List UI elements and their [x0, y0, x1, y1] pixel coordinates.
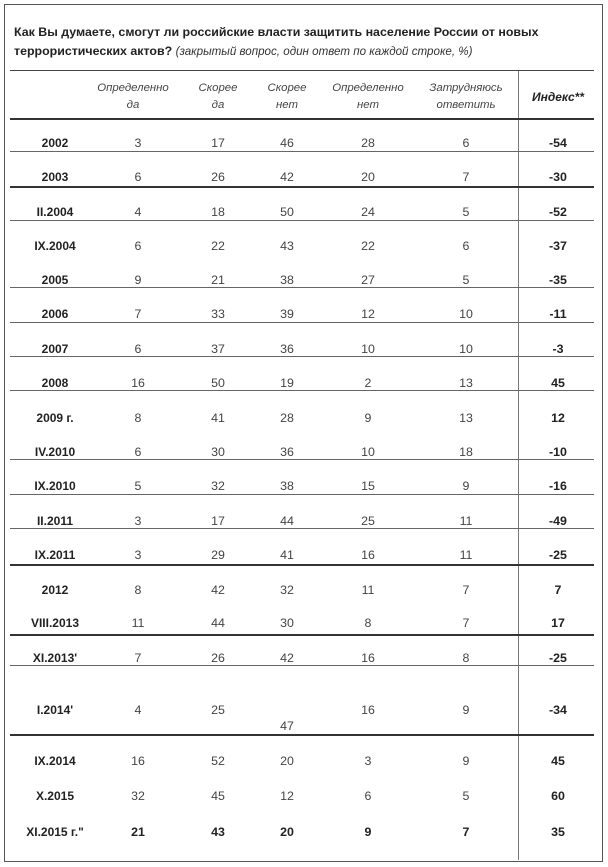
row-value: 28	[280, 411, 294, 425]
row-value: 20	[361, 170, 375, 184]
row-value: 8	[134, 583, 142, 597]
row-index: -54	[549, 136, 567, 150]
table-row	[0, 511, 608, 531]
row-index: -11	[549, 307, 567, 321]
column-header-index: Индекс**	[531, 90, 585, 104]
row-value: 8	[134, 411, 142, 425]
row-period: I.2014'	[36, 703, 74, 717]
table-row	[0, 580, 608, 600]
row-index: -30	[549, 170, 567, 184]
row-value: 43	[280, 239, 294, 253]
row-value: 30	[211, 445, 225, 459]
row-period: II.2011	[36, 514, 74, 528]
row-index: 7	[554, 583, 562, 597]
row-value: 3	[364, 754, 372, 768]
row-value: 37	[211, 342, 225, 356]
table-row	[0, 476, 608, 496]
row-period: IV.2010	[34, 445, 76, 459]
row-value: 15	[361, 479, 375, 493]
row-value: 38	[280, 273, 294, 287]
row-value: 33	[211, 307, 225, 321]
row-value: 20	[280, 754, 294, 768]
table-row	[0, 304, 608, 324]
row-index: 17	[551, 616, 565, 630]
row-separator	[10, 118, 594, 120]
row-value: 4	[134, 703, 142, 717]
row-value: 13	[459, 376, 473, 390]
column-header-line2: ответить	[436, 99, 496, 111]
row-value: 21	[131, 825, 145, 839]
row-value: 6	[462, 239, 470, 253]
row-value: 6	[134, 239, 142, 253]
table-row	[0, 786, 608, 806]
row-value: 12	[280, 789, 294, 803]
row-value: 8	[364, 616, 372, 630]
row-value: 6	[462, 136, 470, 150]
row-value: 6	[134, 445, 142, 459]
row-index: -3	[552, 342, 564, 356]
table-row	[0, 648, 608, 668]
row-value: 25	[361, 514, 375, 528]
row-value: 36	[280, 445, 294, 459]
column-header-line2: нет	[357, 99, 379, 111]
table-row	[0, 133, 608, 153]
row-value: 7	[462, 825, 470, 839]
row-index: -25	[549, 548, 567, 562]
row-value: 50	[211, 376, 225, 390]
row-value: 46	[280, 136, 294, 150]
row-value: 5	[134, 479, 142, 493]
row-value: 41	[211, 411, 225, 425]
row-value: 52	[211, 754, 225, 768]
row-period: 2005	[41, 273, 69, 287]
row-value: 11	[459, 548, 473, 562]
row-value: 45	[211, 789, 225, 803]
row-value: 5	[462, 205, 470, 219]
row-value: 7	[134, 307, 142, 321]
row-index: -52	[549, 205, 567, 219]
row-index: -49	[549, 514, 567, 528]
row-value: 5	[462, 273, 470, 287]
row-period: IX.2004	[34, 239, 76, 253]
row-index: -37	[549, 239, 567, 253]
row-value: 7	[462, 170, 470, 184]
row-value: 7	[462, 583, 470, 597]
row-value: 32	[280, 583, 294, 597]
row-value: 10	[361, 342, 375, 356]
table-row	[0, 442, 608, 462]
row-index: -34	[549, 703, 567, 717]
row-period: 2008	[41, 376, 69, 390]
table-row	[0, 751, 608, 771]
row-index: 45	[551, 376, 565, 390]
row-value: 9	[462, 754, 470, 768]
column-header-line2: нет	[276, 99, 298, 111]
row-value: 50	[280, 205, 294, 219]
row-value: 6	[134, 342, 142, 356]
row-period: IX.2010	[34, 479, 76, 493]
row-value: 10	[361, 445, 375, 459]
row-value: 44	[211, 616, 225, 630]
table-row	[0, 339, 608, 359]
row-value: 11	[131, 616, 145, 630]
row-value: 19	[280, 376, 294, 390]
column-header-line1: Скорее	[267, 82, 307, 94]
row-period: IX.2014	[34, 754, 76, 768]
row-value: 11	[459, 514, 473, 528]
row-period: 2009 г.	[36, 411, 74, 425]
row-value: 7	[134, 651, 142, 665]
row-value: 12	[361, 307, 375, 321]
row-value: 41	[280, 548, 294, 562]
row-index: -35	[549, 273, 567, 287]
row-index: -25	[549, 651, 567, 665]
row-value: 13	[459, 411, 473, 425]
row-value: 26	[211, 651, 225, 665]
row-value: 5	[462, 789, 470, 803]
row-value: 16	[131, 754, 145, 768]
row-value: 42	[280, 651, 294, 665]
row-value: 9	[364, 411, 372, 425]
row-value: 39	[280, 307, 294, 321]
row-value: 44	[280, 514, 294, 528]
row-period: VIII.2013	[30, 616, 80, 630]
row-value: 6	[134, 170, 142, 184]
row-value: 9	[462, 703, 470, 717]
row-value: 22	[361, 239, 375, 253]
row-value: 16	[361, 651, 375, 665]
table-row	[0, 408, 608, 428]
row-period: 2003	[41, 170, 69, 184]
row-period: X.2015	[35, 789, 75, 803]
row-value: 9	[364, 825, 372, 839]
row-value: 3	[134, 136, 142, 150]
column-header-line1: Скорее	[198, 82, 238, 94]
row-index: 60	[551, 789, 565, 803]
row-value: 32	[131, 789, 145, 803]
row-value: 47	[280, 719, 294, 733]
row-value: 24	[361, 205, 375, 219]
row-value: 26	[211, 170, 225, 184]
row-value: 36	[280, 342, 294, 356]
row-value: 17	[211, 136, 225, 150]
row-value: 16	[131, 376, 145, 390]
row-value: 28	[361, 136, 375, 150]
row-value: 16	[361, 703, 375, 717]
row-period: XI.2013'	[32, 651, 78, 665]
row-value: 42	[280, 170, 294, 184]
table-row	[0, 545, 608, 565]
column-header-line1: Затрудняюсь	[429, 82, 503, 94]
row-value: 22	[211, 239, 225, 253]
row-value: 7	[462, 616, 470, 630]
row-value: 6	[364, 789, 372, 803]
row-value: 3	[134, 548, 142, 562]
row-value: 25	[211, 703, 225, 717]
row-period: II.2004	[36, 205, 74, 219]
row-value: 42	[211, 583, 225, 597]
table-row	[0, 236, 608, 256]
row-value: 8	[462, 651, 470, 665]
row-period: 2012	[41, 583, 69, 597]
table-row	[0, 613, 608, 633]
row-period: IX.2011	[34, 548, 76, 562]
table-row	[0, 202, 608, 222]
table-row	[0, 700, 608, 733]
row-value: 16	[361, 548, 375, 562]
column-header-line2: да	[211, 99, 225, 111]
row-value: 30	[280, 616, 294, 630]
table-row	[0, 167, 608, 187]
row-value: 29	[211, 548, 225, 562]
column-header-line1: Определенно	[332, 82, 404, 94]
question-text: Как Вы думаете, смогут ли российские власти защитить население России от новых террористических актов?	[14, 25, 539, 58]
row-period: 2002	[41, 136, 69, 150]
row-value: 9	[462, 479, 470, 493]
column-header-line1: Определенно	[97, 82, 169, 94]
row-value: 4	[134, 205, 142, 219]
table-row	[0, 822, 608, 842]
row-period: 2007	[41, 342, 69, 356]
row-value: 38	[280, 479, 294, 493]
row-value: 20	[280, 825, 294, 839]
row-index: 35	[551, 825, 565, 839]
row-value: 17	[211, 514, 225, 528]
row-value: 11	[361, 583, 375, 597]
column-header-line2: да	[126, 99, 140, 111]
row-period: XI.2015 г."	[26, 825, 84, 839]
row-separator	[10, 634, 594, 636]
table-row	[0, 373, 608, 393]
question-note: (закрытый вопрос, один ответ по каждой строке, %)	[175, 45, 473, 58]
row-index: 45	[551, 754, 565, 768]
row-value: 32	[211, 479, 225, 493]
row-index: -10	[549, 445, 567, 459]
row-value: 10	[459, 307, 473, 321]
row-index: -16	[549, 479, 567, 493]
row-value: 9	[134, 273, 142, 287]
row-value: 10	[459, 342, 473, 356]
row-value: 43	[211, 825, 225, 839]
row-value: 2	[364, 376, 372, 390]
row-value: 27	[361, 273, 375, 287]
row-period: 2006	[41, 307, 69, 321]
table-row	[0, 270, 608, 290]
row-value: 18	[211, 205, 225, 219]
row-value: 3	[134, 514, 142, 528]
row-value: 21	[211, 273, 225, 287]
row-index: 12	[551, 411, 565, 425]
row-value: 18	[459, 445, 473, 459]
